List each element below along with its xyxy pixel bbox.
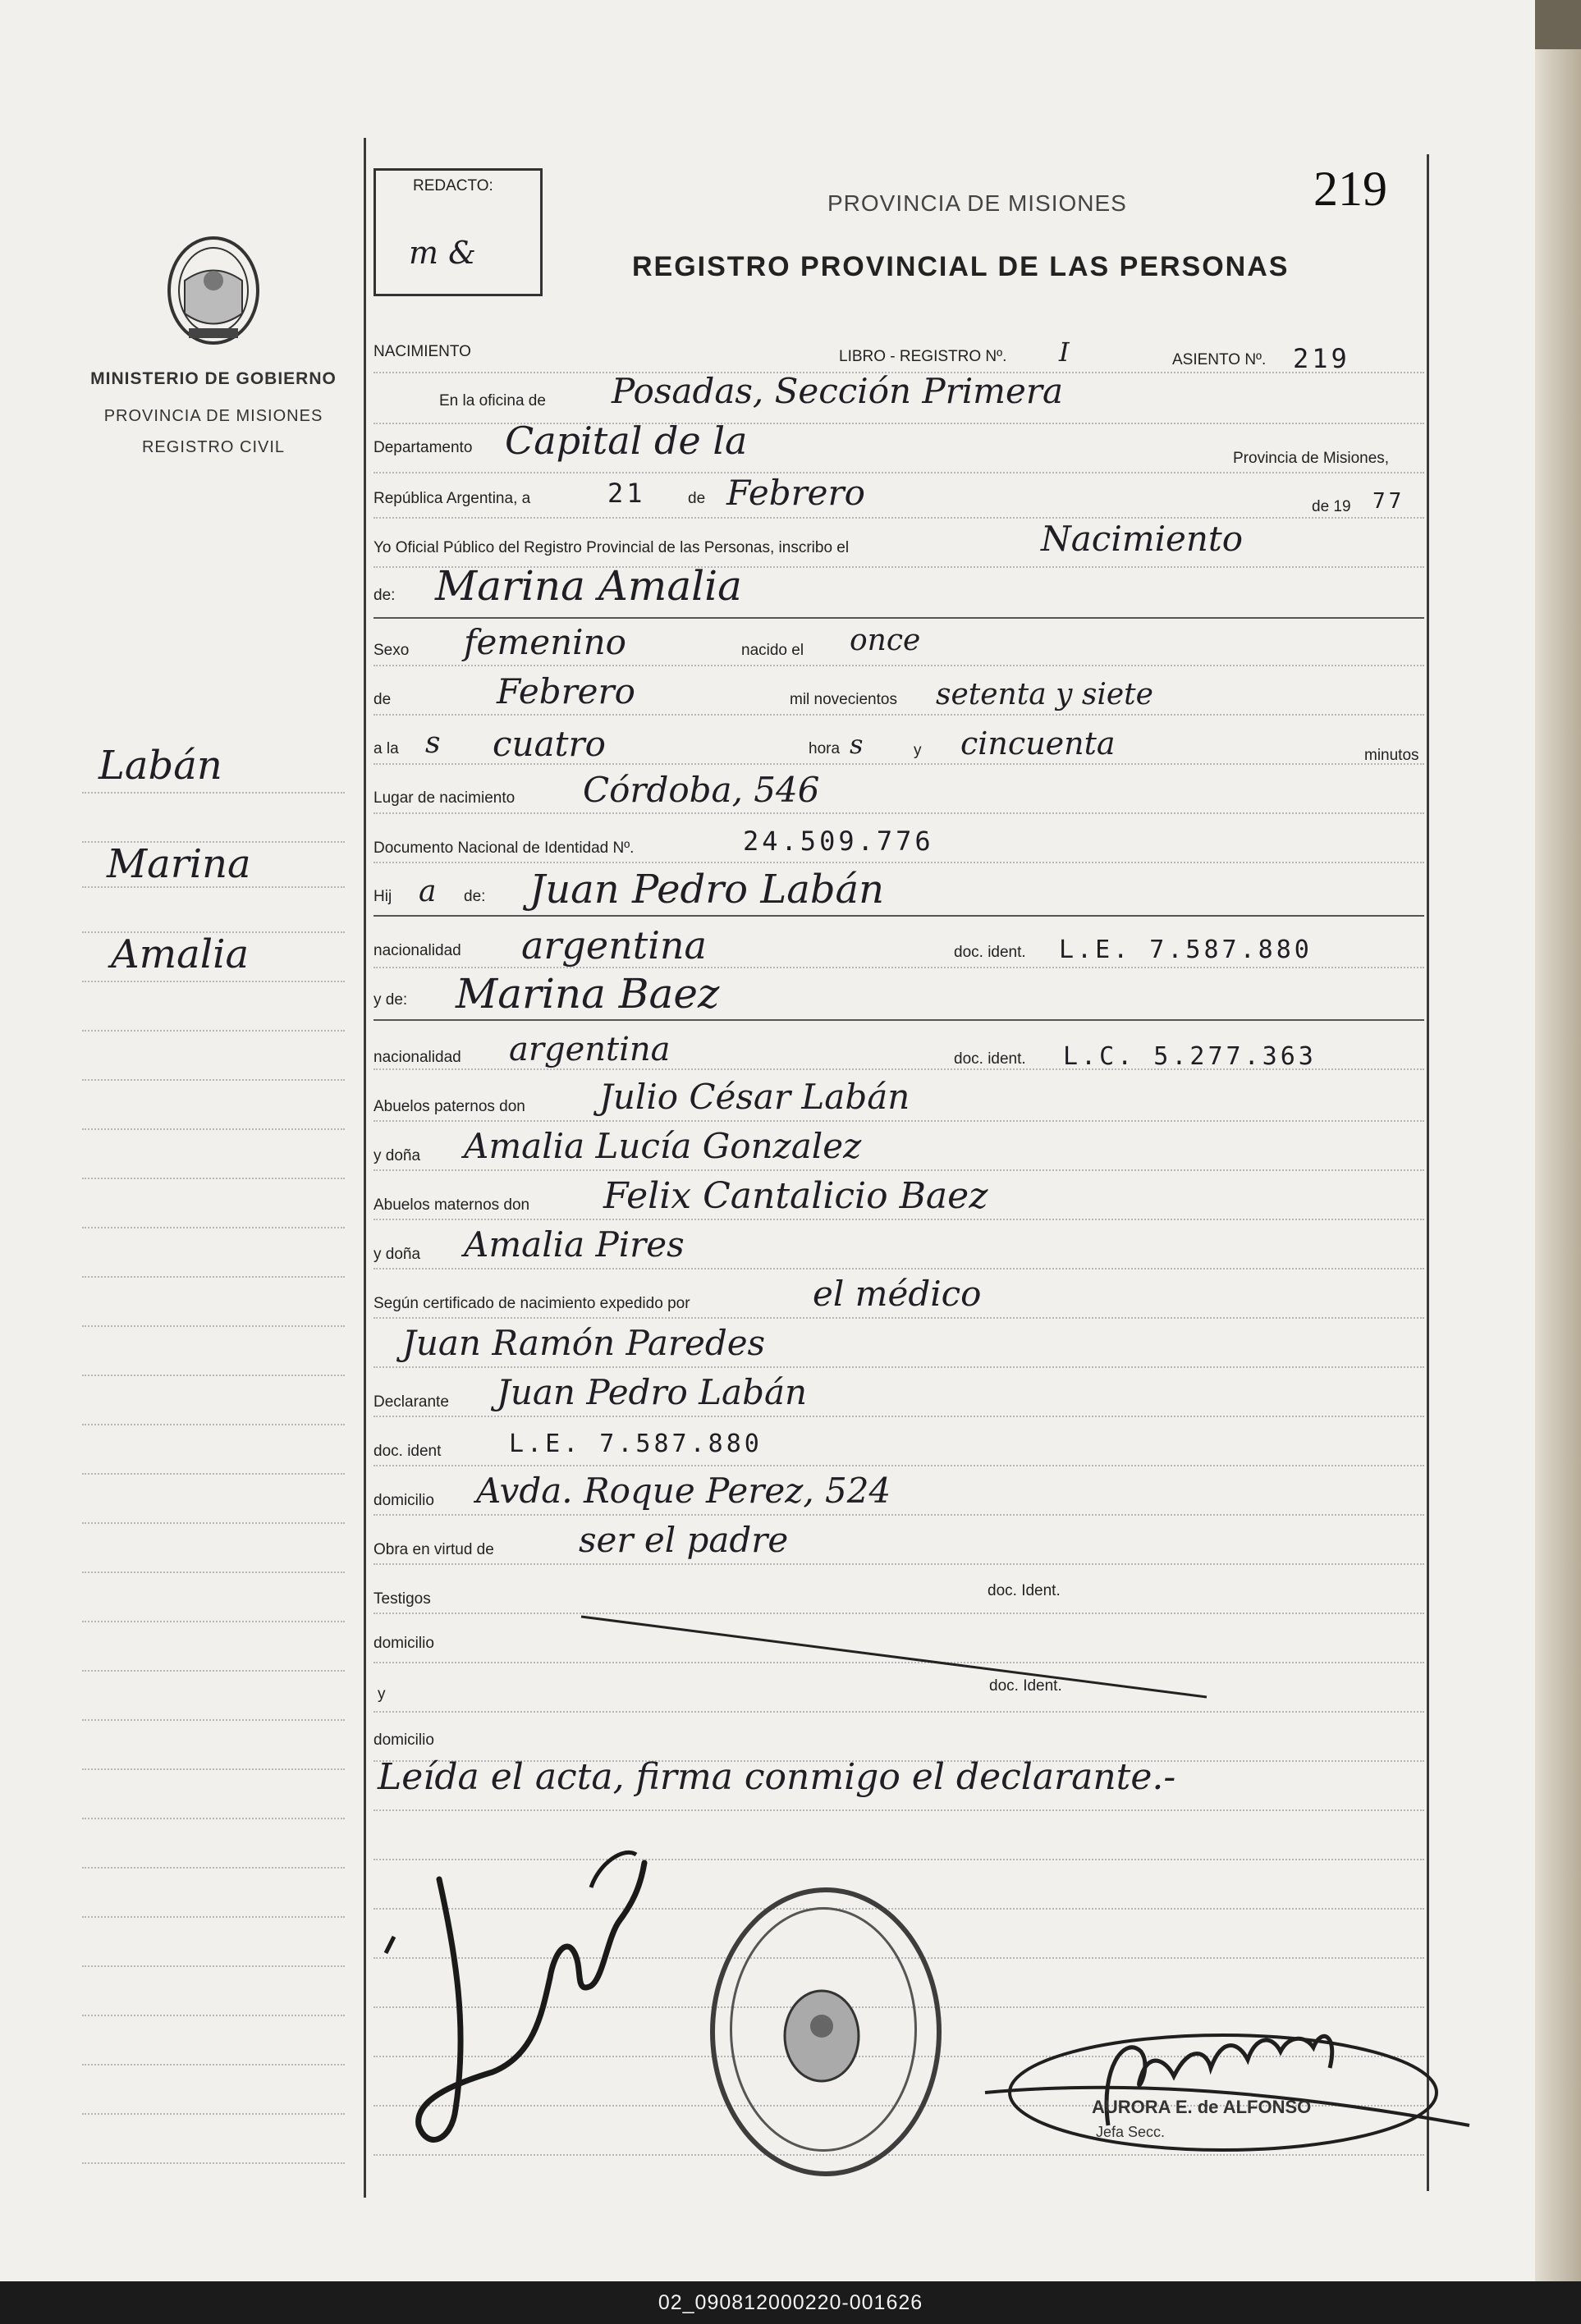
margin-middle-name: Amalia	[111, 931, 250, 977]
official-title: Jefa Secc.	[1096, 2124, 1166, 2140]
abuelos-maternos-label: Abuelos maternos don	[373, 1196, 530, 1214]
abuela-materna-label: y doña	[373, 1246, 421, 1263]
madre-nacionalidad-label: nacionalidad	[373, 1049, 461, 1066]
madre-doc-value: L.C. 5.277.363	[1063, 1042, 1317, 1071]
sidebar-province-label: PROVINCIA DE MISIONES	[103, 407, 323, 425]
de-label: de	[688, 490, 706, 507]
nacido-anio-value: setenta y siete	[936, 678, 1153, 711]
departamento-value: Capital de la	[505, 419, 748, 463]
asiento-label: ASIENTO Nº.	[1172, 351, 1267, 368]
declarante-doc-label: doc. ident	[373, 1443, 442, 1460]
abuela-paterna-value: Amalia Lucía Gonzalez	[464, 1126, 862, 1166]
dni-value: 24.509.776	[743, 826, 934, 857]
abuela-materna-value: Amalia Pires	[464, 1224, 685, 1265]
padre-nacionalidad-value: argentina	[521, 923, 707, 968]
hijo-suffix: a	[419, 875, 437, 908]
departamento-label: Departamento	[373, 439, 473, 456]
nacido-dia-value: once	[850, 624, 921, 657]
testigo-domicilio2-label: domicilio	[373, 1732, 434, 1749]
oficina-label: En la oficina de	[439, 392, 546, 409]
minutos-value: cincuenta	[960, 725, 1116, 762]
provincial-seal-icon	[160, 231, 267, 350]
declarant-signature	[378, 1838, 722, 2166]
mes-value: Febrero	[726, 473, 865, 513]
libro-value: I	[1059, 336, 1070, 368]
padre-nacionalidad-label: nacionalidad	[373, 942, 461, 959]
domicilio-value: Avda. Roque Perez, 524	[476, 1471, 891, 1511]
registry-heading: REGISTRO PROVINCIAL DE LAS PERSONAS	[632, 251, 1290, 282]
oficial-label: Yo Oficial Público del Registro Provincial de las Personas, inscribo el	[373, 539, 850, 556]
padre-doc-value: L.E. 7.587.880	[1059, 936, 1313, 964]
libro-label: LIBRO - REGISTRO Nº.	[839, 348, 1007, 365]
obra-value: ser el padre	[579, 1520, 789, 1560]
lugar-label: Lugar de nacimiento	[373, 789, 516, 807]
y-de-label: y de:	[373, 991, 408, 1009]
seal-emblem-icon	[777, 1987, 867, 2085]
certificado-value: el médico	[813, 1274, 982, 1314]
provincia-label: Provincia de Misiones,	[1233, 450, 1390, 467]
de2-label: de	[373, 691, 392, 708]
domicilio-label: domicilio	[373, 1492, 434, 1509]
left-margin-rule	[364, 138, 366, 2198]
redacto-box	[373, 168, 543, 296]
y-label: y	[914, 742, 922, 759]
abuelo-materno-value: Felix Cantalicio Baez	[603, 1175, 988, 1217]
official-signature	[977, 2002, 1486, 2183]
anio-label: de 19	[1312, 498, 1351, 515]
dia-value: 21	[607, 478, 646, 509]
ministry-label: MINISTERIO DE GOBIERNO	[90, 369, 337, 388]
declarante-doc-value: L.E. 7.587.880	[509, 1430, 763, 1458]
madre-nacionalidad-value: argentina	[509, 1031, 671, 1068]
redacto-label: REDACTO:	[413, 177, 493, 194]
de-nombre-label: de:	[373, 587, 396, 604]
anio-value: 77	[1372, 489, 1405, 514]
closing-statement: Leída el acta, firma conmigo el declarante.-	[378, 1756, 1176, 1798]
hijo-label: Hij	[373, 888, 392, 905]
dni-label: Documento Nacional de Identidad Nº.	[373, 839, 635, 857]
a-las-suffix: s	[425, 726, 441, 760]
nombre-value: Marina Amalia	[435, 562, 742, 610]
asiento-value: 219	[1293, 343, 1350, 374]
tipo-value: Nacimiento	[1041, 519, 1244, 559]
sexo-value: femenino	[464, 622, 626, 662]
hora-value: cuatro	[493, 724, 606, 764]
padre-doc-label: doc. ident.	[954, 944, 1026, 961]
testigo-doc2-label: doc. Ident.	[989, 1677, 1062, 1695]
cancel-stroke	[575, 1608, 1215, 1707]
nacimiento-label: NACIMIENTO	[373, 343, 471, 360]
medico-value: Juan Ramón Paredes	[402, 1323, 766, 1363]
horas-label: hora	[809, 740, 841, 757]
nacido-mes-value: Febrero	[497, 671, 635, 711]
margin-surname: Labán	[99, 743, 222, 789]
hijo-de-label: de:	[464, 888, 486, 905]
horas-suffix: s	[850, 729, 864, 760]
testigo-y-label: y	[378, 1686, 386, 1703]
testigo-doc-label: doc. Ident.	[988, 1582, 1061, 1599]
lugar-value: Córdoba, 546	[583, 770, 820, 810]
right-margin-rule	[1427, 154, 1429, 2191]
republica-label: República Argentina, a	[373, 490, 531, 507]
province-heading: PROVINCIA DE MISIONES	[827, 190, 1127, 216]
minutos-label: minutos	[1364, 747, 1419, 764]
page-edge	[1535, 0, 1581, 2281]
civil-registry-label: REGISTRO CIVIL	[141, 438, 286, 456]
official-name: AURORA E. de ALFONSO	[1092, 2097, 1312, 2117]
redacto-initials: m &	[409, 235, 476, 271]
obra-label: Obra en virtud de	[373, 1541, 494, 1558]
abuelo-paterno-value: Julio César Labán	[599, 1077, 910, 1117]
certificado-label: Según certificado de nacimiento expedido por	[373, 1295, 690, 1312]
declarante-value: Juan Pedro Labán	[497, 1372, 808, 1412]
abuelos-paternos-label: Abuelos paternos don	[373, 1098, 525, 1115]
oficina-value: Posadas, Sección Primera	[612, 371, 1063, 411]
madre-doc-label: doc. ident.	[954, 1050, 1026, 1068]
mil-label: mil novecientos	[790, 691, 897, 708]
testigo-domicilio-label: domicilio	[373, 1635, 434, 1652]
declarante-label: Declarante	[373, 1393, 449, 1411]
archive-code: 02_090812000220-001626	[658, 2291, 923, 2314]
padre-value: Juan Pedro Labán	[529, 867, 885, 913]
sexo-label: Sexo	[373, 642, 410, 659]
nacido-label: nacido el	[741, 642, 804, 659]
abuela-paterna-label: y doña	[373, 1147, 421, 1164]
registry-seal-stamp	[710, 1887, 942, 2176]
madre-value: Marina Baez	[456, 970, 720, 1018]
a-las-label: a la	[373, 740, 399, 757]
margin-first-name: Marina	[107, 841, 251, 887]
testigos-label: Testigos	[373, 1590, 431, 1608]
page-number: 219	[1313, 162, 1387, 216]
